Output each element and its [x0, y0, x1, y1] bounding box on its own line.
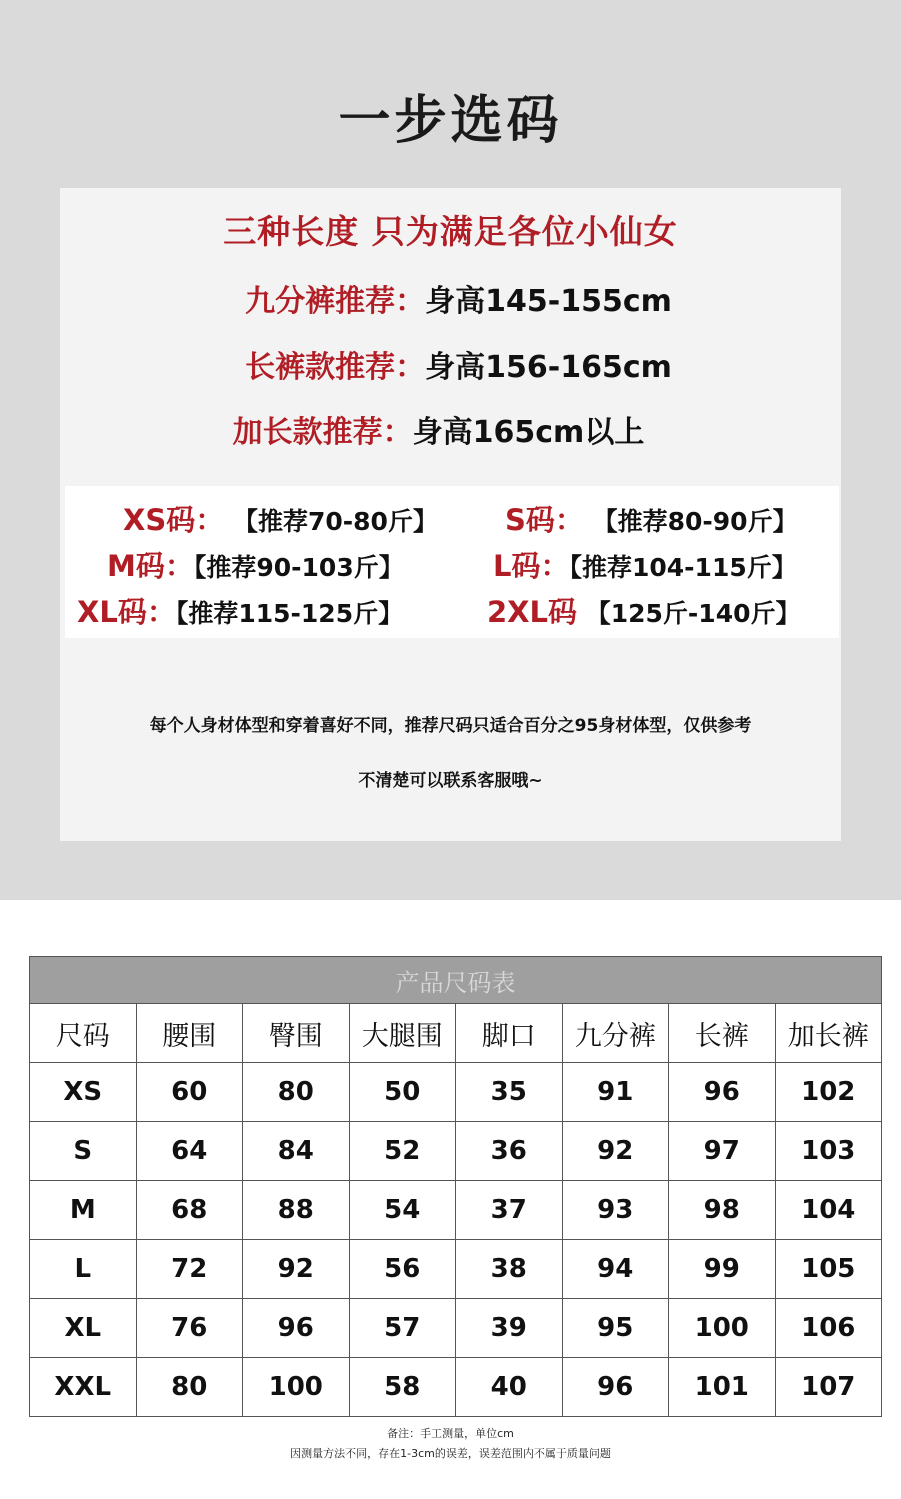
- table-cell: 50: [349, 1063, 456, 1122]
- table-row: [30, 1181, 882, 1240]
- table-row: [30, 1122, 882, 1181]
- column-header: 大腿围: [349, 1004, 456, 1063]
- size-rec-label: XL码：: [77, 595, 176, 629]
- size-guide-panel: [60, 188, 841, 841]
- table-cell: 102: [775, 1063, 882, 1122]
- size-rec-xs: [123, 498, 438, 539]
- size-rec-value: 【推荐70-80斤】: [232, 507, 438, 536]
- table-cell: 96: [243, 1299, 350, 1358]
- table-cell: 36: [456, 1122, 563, 1181]
- table-cell: 97: [669, 1122, 776, 1181]
- table-cell: 57: [349, 1299, 456, 1358]
- table-cell: XXL: [30, 1358, 137, 1417]
- contact-note: 不清楚可以联系客服哦~: [358, 771, 543, 791]
- table-cell: 68: [136, 1181, 243, 1240]
- table-cell: 96: [669, 1063, 776, 1122]
- table-cell: 60: [136, 1063, 243, 1122]
- size-rec-label: M码：: [107, 549, 194, 583]
- size-rec-value: 【推荐80-90斤】: [592, 507, 798, 536]
- table-cell: 54: [349, 1181, 456, 1240]
- column-header: 腰围: [136, 1004, 243, 1063]
- table-cell: 88: [243, 1181, 350, 1240]
- size-recommendation-box: [65, 486, 839, 638]
- table-cell: 39: [456, 1299, 563, 1358]
- recommendation-cropped: [68, 276, 849, 320]
- recommendation-label: 长裤款推荐：: [245, 350, 426, 385]
- size-rec-label: L码：: [493, 549, 570, 583]
- table-cell: XS: [30, 1063, 137, 1122]
- column-header: 臀围: [243, 1004, 350, 1063]
- table-cell: 38: [456, 1240, 563, 1299]
- table-cell: 96: [562, 1358, 669, 1417]
- table-cell: 52: [349, 1122, 456, 1181]
- table-cell: 93: [562, 1181, 669, 1240]
- table-cell: 92: [243, 1240, 350, 1299]
- table-cell: 72: [136, 1240, 243, 1299]
- column-header: 加长裤: [775, 1004, 882, 1063]
- table-cell: 56: [349, 1240, 456, 1299]
- table-cell: 103: [775, 1122, 882, 1181]
- table-cell: 40: [456, 1358, 563, 1417]
- page-title: 一步选码: [338, 91, 563, 151]
- table-cell: 105: [775, 1240, 882, 1299]
- size-rec-2xl: [487, 590, 801, 631]
- table-title: 产品尺码表: [30, 957, 882, 1004]
- table-cell: 91: [562, 1063, 669, 1122]
- column-header: 九分裤: [562, 1004, 669, 1063]
- table-cell: 35: [456, 1063, 563, 1122]
- table-cell: 95: [562, 1299, 669, 1358]
- fit-note: 每个人身材体型和穿着喜好不同，推荐尺码只适合百分之95身材体型，仅供参考: [149, 716, 752, 736]
- table-cell: 37: [456, 1181, 563, 1240]
- table-cell: 100: [669, 1299, 776, 1358]
- table-cell: 104: [775, 1181, 882, 1240]
- table-cell: M: [30, 1181, 137, 1240]
- table-cell: 80: [243, 1063, 350, 1122]
- table-cell: L: [30, 1240, 137, 1299]
- headline: 三种长度 只为满足各位小仙女: [223, 212, 678, 251]
- size-rec-m: [107, 544, 404, 585]
- table-row: [30, 1063, 882, 1122]
- table-cell: 58: [349, 1358, 456, 1417]
- table-cell: 107: [775, 1358, 882, 1417]
- size-rec-value: 【推荐104-115斤】: [569, 553, 797, 582]
- table-row: [30, 1358, 882, 1417]
- recommendation-label: 加长款推荐：: [232, 415, 413, 450]
- table-cell: 99: [669, 1240, 776, 1299]
- table-cell: 76: [136, 1299, 243, 1358]
- table-cell: 94: [562, 1240, 669, 1299]
- size-rec-label: 2XL码: [487, 595, 578, 629]
- recommendation-long: [68, 342, 849, 386]
- recommendation-value: 身高156-165cm: [425, 350, 672, 385]
- table-row: [30, 1299, 882, 1358]
- size-rec-l: [493, 544, 797, 585]
- table-caption-row: [30, 957, 882, 1004]
- size-rec-value: 【125斤-140斤】: [585, 599, 801, 628]
- column-header: 长裤: [669, 1004, 776, 1063]
- table-row: [30, 1240, 882, 1299]
- table-cell: XL: [30, 1299, 137, 1358]
- footnote-tolerance: 因测量方法不同，存在1-3cm的误差，误差范围内不属于质量问题: [290, 1447, 611, 1460]
- table-header-row: [30, 1004, 882, 1063]
- size-rec-label: S码：: [505, 503, 584, 537]
- recommendation-label: 九分裤推荐：: [245, 284, 426, 319]
- size-rec-value: 【推荐90-103斤】: [193, 553, 404, 582]
- table-cell: 80: [136, 1358, 243, 1417]
- table-cell: 101: [669, 1358, 776, 1417]
- table-cell: S: [30, 1122, 137, 1181]
- table-cell: 84: [243, 1122, 350, 1181]
- footnote-measurement: 备注：手工测量，单位cm: [387, 1427, 514, 1440]
- size-chart-table: [29, 956, 882, 1417]
- table-cell: 92: [562, 1122, 669, 1181]
- column-header: 脚口: [456, 1004, 563, 1063]
- recommendation-value: 身高145-155cm: [425, 284, 672, 319]
- table-cell: 64: [136, 1122, 243, 1181]
- size-rec-xl: [77, 590, 403, 631]
- size-rec-value: 【推荐115-125斤】: [175, 599, 404, 628]
- size-rec-s: [505, 498, 798, 539]
- size-rec-label: XS码：: [123, 503, 225, 537]
- recommendation-value: 身高165cm以上: [412, 415, 645, 450]
- column-header: 尺码: [30, 1004, 137, 1063]
- table-cell: 100: [243, 1358, 350, 1417]
- recommendation-extra-long: [48, 407, 829, 451]
- table-cell: 106: [775, 1299, 882, 1358]
- table-cell: 98: [669, 1181, 776, 1240]
